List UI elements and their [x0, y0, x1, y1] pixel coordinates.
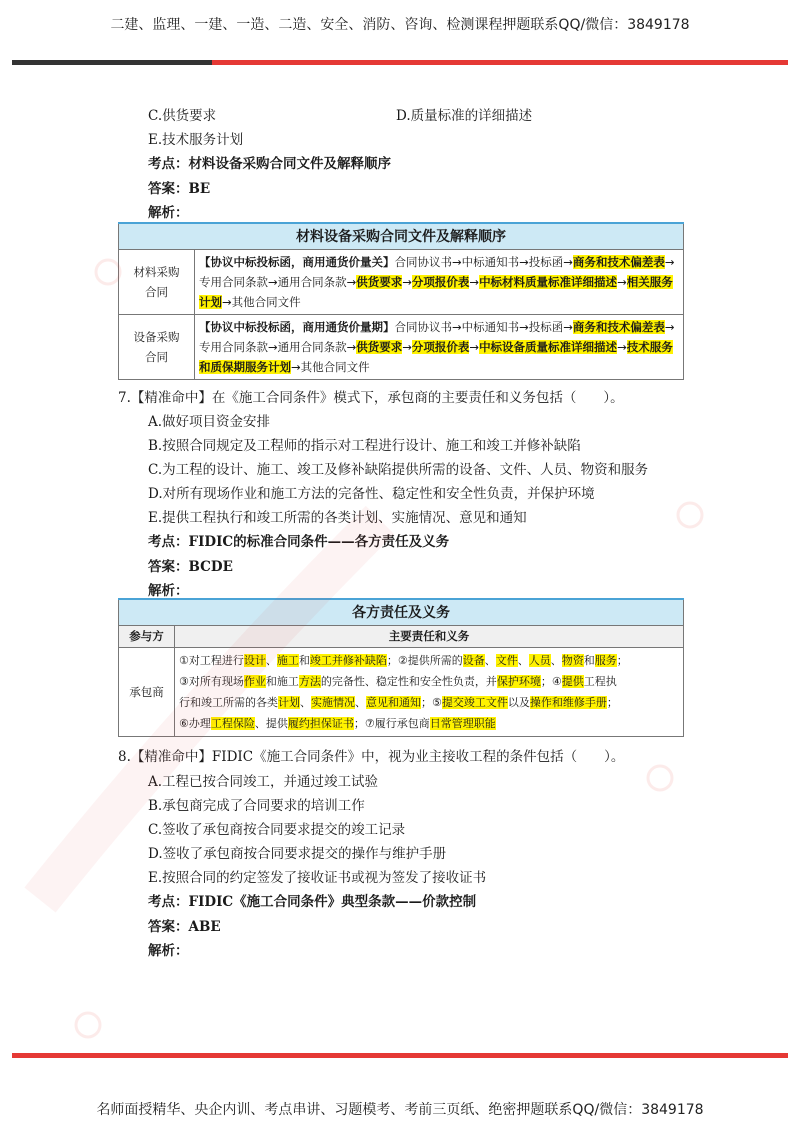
table2-line4: ⑥办理工程保险、提供履约担保证书；⑦履行承包商日常管理职能	[179, 716, 496, 730]
table1-title: 材料设备采购合同文件及解释顺序	[119, 223, 684, 249]
table1-row1-label: 材料采购 合同	[119, 249, 195, 314]
watermark-logo-icon	[678, 503, 702, 527]
q7-option-a: A.做好项目资金安排	[148, 414, 271, 430]
q7-answer: 答案：BCDE	[148, 559, 233, 575]
q6-kaodian: 考点：材料设备采购合同文件及解释顺序	[148, 156, 391, 172]
watermark-logo-icon	[76, 1013, 100, 1037]
watermark-logo-icon	[648, 766, 672, 790]
q7-option-d: D.对所有现场作业和施工方法的完备性、稳定性和安全性负责，并保护环境	[148, 486, 595, 502]
table2-col-party: 参与方	[119, 625, 175, 647]
q6-option-c: C.供货要求	[148, 108, 217, 124]
q7-stem: 7.【精准命中】在《施工合同条件》模式下，承包商的主要责任和义务包括（ ）。	[118, 390, 624, 406]
watermark-swoosh	[40, 520, 380, 900]
footer-band	[12, 1053, 788, 1058]
q7-jiexi: 解析：	[148, 583, 189, 599]
page-header: 二建、监理、一建、一造、二造、安全、消防、咨询、检测课程押题联系QQ/微信：3849178	[110, 17, 690, 33]
q7-option-b: B.按照合同规定及工程师的指示对工程进行设计、施工和竣工并修补缺陷	[148, 438, 581, 454]
table1-row2-text: 【协议中标投标函，商用通货价量期】合同协议书→中标通知书→投标函→商务和技术偏差表→专用合同条款→通用合同条款→供货要求→分项报价表→中标设备质量标准详细描述→技术服务和质保期服务计划→其他合同文件	[195, 314, 684, 379]
q7-option-c: C.为工程的设计、施工、竣工及修补缺陷提供所需的设备、文件、人员、物资和服务	[148, 462, 649, 478]
q6-option-e: E.技术服务计划	[148, 132, 244, 148]
table2-col-duties: 主要责任和义务	[175, 625, 684, 647]
q8-option-c: C.签收了承包商按合同要求提交的竣工记录	[148, 822, 406, 838]
table1-row2-label: 设备采购 合同	[119, 314, 195, 379]
q7-option-e: E.提供工程执行和竣工所需的各类计划、实施情况、意见和通知	[148, 510, 527, 526]
q8-option-a: A.工程已按合同竣工，并通过竣工试验	[148, 774, 379, 790]
q8-answer: 答案：ABE	[148, 919, 221, 935]
table2-line3: 行和竣工所需的各类计划、实施情况、意见和通知；⑤提交竣工文件以及操作和维修手册；	[179, 695, 618, 709]
q8-stem: 8.【精准命中】FIDIC《施工合同条件》中，视为业主接收工程的条件包括（ ）。	[118, 749, 625, 765]
q8-option-b: B.承包商完成了合同要求的培训工作	[148, 798, 365, 814]
q7-kaodian: 考点：FIDIC的标准合同条件——各方责任及义务	[148, 534, 450, 550]
q8-jiexi: 解析：	[148, 943, 189, 959]
table2-title: 各方责任及义务	[119, 599, 684, 625]
table2-party: 承包商	[119, 647, 175, 736]
q8-option-d: D.签收了承包商按合同要求提交的操作与维护手册	[148, 846, 447, 862]
q6-answer: 答案：BE	[148, 181, 211, 197]
q8-option-e: E.按照合同的约定签发了接收证书或视为签发了接收证书	[148, 870, 487, 886]
watermark-logo-icon	[96, 260, 120, 284]
q6-option-d: D.质量标准的详细描述	[396, 108, 533, 124]
table2-line2: ③对所有现场作业和施工方法的完备性、稳定性和安全性负责，并保护环境；④提供工程执	[179, 674, 617, 688]
table1-row1-text: 【协议中标投标函，商用通货价量关】合同协议书→中标通知书→投标函→商务和技术偏差表→专用合同条款→通用合同条款→供货要求→分项报价表→中标材料质量标准详细描述→相关服务计划→其他合同文件	[195, 249, 684, 314]
q6-jiexi: 解析：	[148, 205, 189, 221]
q8-kaodian: 考点：FIDIC《施工合同条件》典型条款——价款控制	[148, 894, 477, 910]
page-footer: 名师面授精华、央企内训、考点串讲、习题模考、考前三页纸、绝密押题联系QQ/微信：3849178	[96, 1102, 704, 1118]
table2-line1: ①对工程进行设计、施工和竣工并修补缺陷；②提供所需的设备、文件、人员、物资和服务；	[179, 653, 628, 667]
